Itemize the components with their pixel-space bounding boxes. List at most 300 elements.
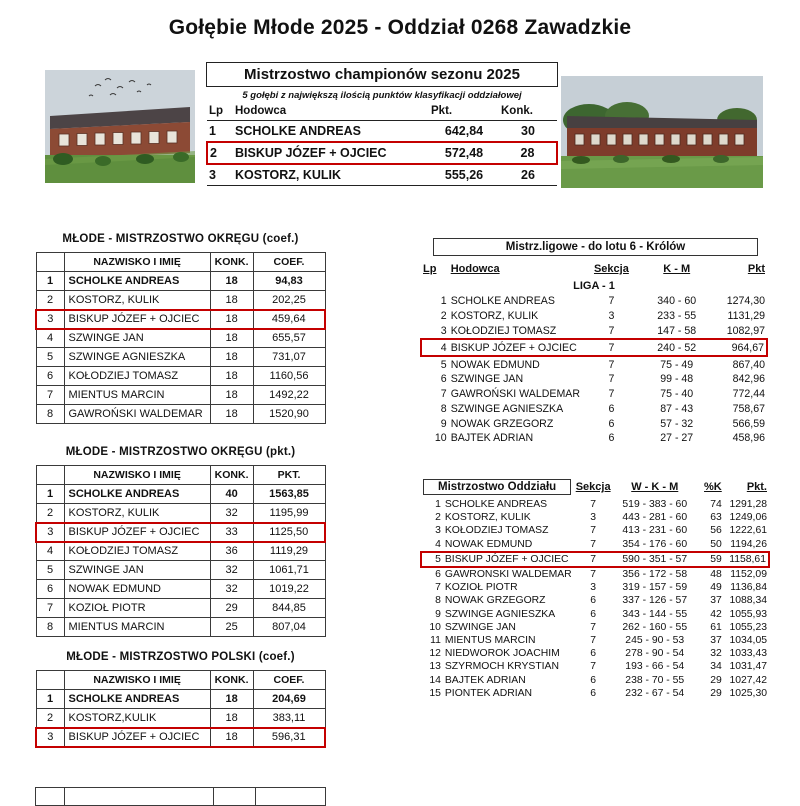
value-cell: 1019,22: [253, 580, 325, 599]
rank-cell: 7: [435, 582, 441, 594]
konk-cell: 18: [210, 291, 253, 310]
points-cell: 1082,97: [726, 324, 765, 337]
points-cell: 867,40: [732, 358, 765, 371]
sekcja-cell: 7: [590, 621, 597, 633]
wkm-cell: 232 - 67 - 54: [625, 687, 685, 699]
oddzial-row: [421, 552, 769, 567]
name-cell: BAJTEK ADRIAN: [444, 674, 526, 686]
points-cell: 1055,93: [729, 608, 767, 620]
km-cell: 340 - 60: [657, 295, 697, 308]
value-cell: 1195,99: [253, 504, 325, 523]
value-cell: 807,04: [253, 618, 325, 637]
table-row: [36, 329, 325, 348]
okreg-coef-section: [35, 233, 326, 424]
wkm-cell: 238 - 70 - 55: [625, 674, 685, 686]
name-cell: SZYRMOCH KRYSTIAN: [444, 661, 559, 673]
oddzial-row: [421, 567, 769, 581]
oddzial-row: [421, 498, 769, 511]
liga-group-label: LIGA - 1: [573, 280, 615, 292]
sekcja-cell: 7: [590, 499, 597, 511]
rank-cell: 5: [440, 358, 447, 371]
name-cell: KOSTORZ, KULIK: [450, 310, 539, 323]
km-cell: 147 - 58: [657, 324, 697, 337]
percent-cell: 63: [710, 512, 722, 524]
oddzial-col-pk: %K: [704, 481, 722, 493]
sekcja-cell: 7: [590, 634, 597, 646]
points-cell: 566,59: [732, 417, 765, 430]
points-cell: 1027,42: [729, 674, 767, 686]
value-cell: 204,69: [253, 690, 325, 709]
name-cell: BISKUP JÓZEF + OJCIEC: [449, 339, 589, 356]
sekcja-cell: 6: [590, 648, 597, 660]
rank-cell: 4: [421, 339, 449, 356]
liga-col-pkt: Pkt: [747, 263, 765, 275]
liga-row: [421, 431, 767, 446]
sekcja-cell: 7: [590, 538, 597, 550]
value-cell: 1160,56: [253, 367, 325, 386]
oddzial-table: [420, 478, 770, 700]
rank-cell: 15: [429, 687, 441, 699]
percent-cell: 37: [710, 634, 722, 646]
sekcja-cell: 7: [608, 388, 615, 401]
name-cell: NOWAK EDMUND: [450, 358, 540, 371]
rank-cell: 1: [207, 121, 233, 143]
value-cell: 844,85: [253, 599, 325, 618]
name-cell: NOWAK GRZEGORZ: [444, 595, 546, 607]
konk-cell: 32: [210, 561, 253, 580]
km-cell: 240 - 52: [634, 339, 719, 356]
points-cell: 1222,61: [729, 525, 767, 537]
liga-col-name: Hodowca: [450, 263, 500, 275]
name-cell: BAJTEK ADRIAN: [450, 432, 534, 445]
rank-cell: 8: [440, 402, 447, 415]
oddzial-row: [421, 581, 769, 594]
rank-cell: 8: [36, 618, 64, 637]
km-cell: 75 - 49: [660, 358, 694, 371]
name-cell: SZWINGE JAN: [444, 621, 516, 633]
percent-cell: 74: [710, 499, 722, 511]
rank-cell: 7: [36, 599, 64, 618]
name-cell: BISKUP JÓZEF + OJCIEC: [64, 310, 210, 329]
rank-cell: 13: [429, 661, 441, 673]
points-cell: 1152,09: [730, 569, 767, 581]
wkm-cell: 193 - 66 - 54: [625, 661, 685, 673]
liga-row: [421, 324, 767, 340]
points-cell: 642,84: [429, 121, 499, 143]
table-row: [36, 405, 325, 424]
loft-photo-left-image: [45, 70, 195, 183]
table-row: [36, 599, 325, 618]
name-cell: NIEDWOROK JOACHIM: [444, 648, 560, 660]
konk-cell: 18: [210, 272, 253, 291]
rank-cell: 7: [36, 386, 64, 405]
oddzial-col-pkt: Pkt.: [746, 481, 767, 493]
liga-group-row: [421, 278, 767, 294]
name-cell: SZWINGE AGNIESZKA: [444, 608, 556, 620]
sekcja-cell: 7: [608, 324, 615, 337]
oddzial-row: [421, 524, 769, 537]
table-row: [36, 561, 325, 580]
rank-cell: 8: [435, 595, 441, 607]
rank-cell: 6: [440, 373, 447, 386]
col-blank: [36, 466, 64, 485]
name-cell: MIENTUS MARCIN: [64, 386, 210, 405]
rank-cell: 2: [207, 142, 233, 164]
oddzial-header-row: [421, 478, 769, 498]
page-title: Gołębie Młode 2025 - Oddział 0268 Zawadzkie: [168, 16, 632, 39]
km-cell: 99 - 48: [660, 373, 694, 386]
liga-row: [421, 339, 767, 356]
sekcja-cell: 7: [608, 373, 615, 386]
oddzial-section: [420, 478, 770, 700]
wkm-cell: 262 - 160 - 55: [622, 621, 688, 633]
header-row: [36, 671, 325, 690]
rank-cell: 1: [36, 272, 64, 291]
rank-cell: 3: [36, 728, 64, 747]
name-cell: KOSTORZ, KULIK: [233, 164, 429, 186]
points-cell: 1291,28: [729, 499, 767, 511]
konk-cell: 36: [210, 542, 253, 561]
rank-cell: 2: [36, 709, 64, 728]
name-cell: SCHOLKE ANDREAS: [450, 295, 555, 308]
name-cell: KOSTORZ, KULIK: [444, 512, 531, 524]
name-cell: SCHOLKE ANDREAS: [64, 485, 210, 504]
okreg-pkt-table: [35, 465, 326, 637]
km-cell: 75 - 40: [660, 388, 694, 401]
sekcja-cell: 6: [590, 674, 597, 686]
name-cell: KOSTORZ, KULIK: [64, 504, 210, 523]
rank-cell: 1: [36, 690, 64, 709]
value-cell: 383,11: [253, 709, 325, 728]
konk-cell: 32: [210, 504, 253, 523]
value-cell: 1061,71: [253, 561, 325, 580]
liga-col-lp: Lp: [423, 263, 437, 275]
table-row: [36, 272, 325, 291]
percent-cell: 29: [710, 674, 722, 686]
sekcja-cell: 3: [590, 512, 597, 524]
polska-coef-section: [35, 651, 326, 748]
value-cell: 1520,90: [253, 405, 325, 424]
percent-cell: 37: [710, 595, 722, 607]
sekcja-cell: 7: [608, 358, 615, 371]
konk-cell: 18: [210, 709, 253, 728]
oddzial-row: [421, 634, 769, 647]
percent-cell: 56: [710, 525, 722, 537]
header-row: [36, 253, 325, 272]
rank-cell: 12: [429, 648, 441, 660]
points-cell: 758,67: [732, 402, 765, 415]
liga-title: Mistrz.ligowe - do lotu 6 - Królów: [433, 238, 758, 256]
table-row: [36, 580, 325, 599]
rank-cell: 2: [440, 310, 447, 323]
sekcja-cell: 7: [590, 661, 597, 673]
sekcja-cell: 6: [590, 608, 597, 620]
name-cell: BISKUP JÓZEF + OJCIEC: [443, 552, 574, 567]
table-row: [36, 690, 325, 709]
name-cell: SZWINGE AGNIESZKA: [450, 402, 564, 415]
rank-cell: 1: [435, 499, 441, 511]
name-cell: SZWINGE AGNIESZKA: [64, 348, 210, 367]
name-cell: BISKUP JÓZEF + OJCIEC: [233, 142, 429, 164]
liga-row: [421, 401, 767, 416]
table-row: [36, 386, 325, 405]
champion-row: [207, 121, 557, 143]
champion-col-konk: Konk.: [499, 103, 557, 121]
percent-cell: 34: [710, 661, 722, 673]
name-cell: BISKUP JÓZEF + OJCIEC: [64, 728, 210, 747]
liga-row: [421, 387, 767, 402]
col-name: NAZWISKO I IMIĘ: [64, 671, 210, 690]
polska-coef-table: [35, 670, 326, 748]
oddzial-row: [421, 647, 769, 660]
rank-cell: 8: [36, 405, 64, 424]
name-cell: KOŁODZIEJ TOMASZ: [64, 542, 210, 561]
wkm-cell: 278 - 90 - 54: [625, 648, 685, 660]
sekcja-cell: 6: [590, 687, 597, 699]
value-cell: 655,57: [253, 329, 325, 348]
oddzial-row: [421, 608, 769, 621]
name-cell: NOWAK EDMUND: [64, 580, 210, 599]
col-blank: [36, 671, 64, 690]
polska-coef-heading: MŁODE - MISTRZOSTWO POLSKI (coef.): [66, 651, 295, 663]
name-cell: KOZIOŁ PIOTR: [64, 599, 210, 618]
champion-section: [206, 62, 558, 186]
konk-cell: 18: [210, 386, 253, 405]
value-cell: 459,64: [253, 310, 325, 329]
name-cell: KOŁODZIEJ TOMASZ: [450, 324, 557, 337]
oddzial-title: Mistrzostwo Oddziału: [423, 479, 571, 495]
points-cell: 1158,61: [724, 552, 769, 567]
loft-photo-right: [561, 76, 763, 188]
col-coef: COEF.: [253, 671, 325, 690]
points-cell: 1034,05: [729, 634, 767, 646]
liga-col-sekcja: Sekcja: [593, 263, 629, 275]
oddzial-row: [421, 538, 769, 552]
sekcja-cell: 6: [608, 432, 615, 445]
rank-cell: 1: [36, 485, 64, 504]
partial-table-row: [35, 787, 326, 806]
konk-cell: 32: [210, 580, 253, 599]
points-cell: 555,26: [429, 164, 499, 186]
value-cell: 596,31: [253, 728, 325, 747]
champion-col-lp: Lp: [207, 103, 233, 121]
sekcja-cell: 7: [608, 295, 615, 308]
rank-cell: 3: [440, 324, 447, 337]
value-cell: 1563,85: [253, 485, 325, 504]
points-cell: 1088,34: [729, 595, 767, 607]
col-name: NAZWISKO I IMIĘ: [64, 253, 210, 272]
rank-cell: 14: [429, 674, 441, 686]
percent-cell: 61: [710, 621, 722, 633]
name-cell: GAWROŃSKI WALDEMAR: [450, 388, 580, 401]
points-cell: 1055,23: [729, 621, 767, 633]
table-row: [36, 542, 325, 561]
rank-cell: 3: [36, 523, 64, 542]
sekcja-cell: 6: [590, 595, 597, 607]
rank-cell: 2: [435, 512, 441, 524]
col-blank: [36, 253, 64, 272]
wkm-cell: 413 - 231 - 60: [622, 525, 688, 537]
rank-cell: 2: [36, 291, 64, 310]
col-konk: KONK.: [210, 253, 253, 272]
name-cell: MIENTUS MARCIN: [64, 618, 210, 637]
value-cell: 94,83: [253, 272, 325, 291]
name-cell: SZWINGE JAN: [450, 373, 524, 386]
rank-cell: 5: [36, 348, 64, 367]
wkm-cell: 443 - 281 - 60: [622, 512, 688, 524]
sekcja-cell: 3: [608, 310, 615, 323]
table-row: [36, 348, 325, 367]
points-cell: 1274,30: [726, 295, 765, 308]
name-cell: PIONTEK ADRIAN: [444, 687, 533, 699]
name-cell: SCHOLKE ANDREAS: [64, 272, 210, 291]
name-cell: BISKUP JÓZEF + OJCIEC: [64, 523, 210, 542]
sekcja-cell: 7: [589, 339, 635, 356]
konk-cell: 18: [210, 367, 253, 386]
wkm-cell: 319 - 157 - 59: [622, 582, 688, 594]
points-cell: 964,67: [719, 339, 767, 356]
name-cell: KOŁODZIEJ TOMASZ: [64, 367, 210, 386]
percent-cell: 42: [710, 608, 722, 620]
loft-photo-right-image: [561, 76, 763, 188]
oddzial-row: [421, 594, 769, 607]
value-cell: 731,07: [253, 348, 325, 367]
km-cell: 57 - 32: [660, 417, 694, 430]
km-cell: 233 - 55: [657, 310, 697, 323]
konk-cell: 18: [210, 405, 253, 424]
okreg-pkt-heading: MŁODE - MISTRZOSTWO OKRĘGU (pkt.): [65, 446, 296, 458]
rank-cell: 6: [435, 569, 441, 581]
champion-row: [207, 142, 557, 164]
konk-cell: 18: [210, 690, 253, 709]
points-cell: 1136,84: [730, 582, 767, 594]
points-cell: 458,96: [732, 432, 765, 445]
km-cell: 87 - 43: [660, 402, 694, 415]
table-row: [36, 728, 325, 747]
name-cell: SCHOLKE ANDREAS: [233, 121, 429, 143]
col-pkt: PKT.: [253, 466, 325, 485]
champion-row: [207, 164, 557, 186]
percent-cell: 49: [710, 582, 722, 594]
wkm-cell: 356 - 172 - 58: [622, 569, 688, 581]
points-cell: 572,48: [429, 142, 499, 164]
konk-cell: 30: [499, 121, 557, 143]
oddzial-col-sekcja: Sekcja: [575, 481, 611, 493]
konk-cell: 25: [210, 618, 253, 637]
konk-cell: 18: [210, 728, 253, 747]
champion-col-name: Hodowca: [233, 103, 429, 121]
rank-cell: 11: [430, 634, 441, 646]
name-cell: KOSTORZ,KULIK: [64, 709, 210, 728]
sekcja-cell: 7: [590, 525, 597, 537]
liga-row: [421, 372, 767, 387]
name-cell: SCHOLKE ANDREAS: [64, 690, 210, 709]
name-cell: NOWAK GRZEGORZ: [450, 417, 554, 430]
konk-cell: 40: [210, 485, 253, 504]
liga-table: [420, 262, 768, 446]
champion-header-row: [207, 103, 557, 121]
wkm-cell: 337 - 126 - 57: [622, 595, 688, 607]
oddzial-row: [421, 621, 769, 634]
oddzial-row: [421, 511, 769, 524]
col-coef: COEF.: [253, 253, 325, 272]
percent-cell: 59: [697, 552, 724, 567]
konk-cell: 18: [210, 329, 253, 348]
liga-row: [421, 356, 767, 372]
wkm-cell: 343 - 144 - 55: [622, 608, 688, 620]
wkm-cell: 245 - 90 - 53: [625, 634, 685, 646]
rank-cell: 10: [434, 432, 447, 445]
champion-subtitle: 5 gołębi z największą ilością punktów klasyfikacji oddziałowej: [242, 90, 522, 101]
col-konk: KONK.: [210, 466, 253, 485]
points-cell: 772,44: [732, 388, 765, 401]
rank-cell: 10: [429, 621, 441, 633]
rank-cell: 4: [36, 329, 64, 348]
name-cell: NOWAK EDMUND: [444, 538, 533, 550]
name-cell: SCHOLKE ANDREAS: [444, 499, 548, 511]
wkm-cell: 590 - 351 - 57: [613, 552, 697, 567]
liga-header-row: [421, 262, 767, 278]
rank-cell: 4: [36, 542, 64, 561]
header-row: [36, 466, 325, 485]
name-cell: KOSTORZ, KULIK: [64, 291, 210, 310]
champion-table: [206, 103, 558, 186]
konk-cell: 18: [210, 348, 253, 367]
rank-cell: 3: [435, 525, 441, 537]
rank-cell: 9: [435, 608, 441, 620]
oddzial-row: [421, 660, 769, 673]
konk-cell: 28: [499, 142, 557, 164]
sekcja-cell: 6: [608, 417, 615, 430]
km-cell: 27 - 27: [660, 432, 694, 445]
oddzial-col-wkm: W - K - M: [631, 481, 679, 493]
rank-cell: 3: [207, 164, 233, 186]
points-cell: 1249,06: [729, 512, 767, 524]
points-cell: 842,96: [732, 373, 765, 386]
points-cell: 1194,26: [730, 538, 767, 550]
rank-cell: 3: [36, 310, 64, 329]
name-cell: SZWINGE JAN: [64, 329, 210, 348]
table-row: [36, 504, 325, 523]
rank-cell: 6: [36, 580, 64, 599]
percent-cell: 50: [710, 538, 722, 550]
rank-cell: 6: [36, 367, 64, 386]
liga-col-km: K - M: [663, 263, 691, 275]
name-cell: KOZIOŁ PIOTR: [444, 582, 518, 594]
name-cell: GAWROŃSKI WALDEMAR: [64, 405, 210, 424]
konk-cell: 18: [210, 310, 253, 329]
table-row: [36, 618, 325, 637]
rank-cell: 1: [440, 295, 447, 308]
sekcja-cell: 7: [574, 552, 613, 567]
rank-cell: 7: [440, 388, 447, 401]
konk-cell: 26: [499, 164, 557, 186]
champion-col-pkt: Pkt.: [429, 103, 499, 121]
name-cell: KOŁODZIEJ TOMASZ: [444, 525, 549, 537]
sekcja-cell: 6: [608, 402, 615, 415]
value-cell: 1492,22: [253, 386, 325, 405]
oddzial-row: [421, 673, 769, 686]
rank-cell: 9: [440, 417, 447, 430]
sekcja-cell: 3: [590, 582, 597, 594]
value-cell: 1125,50: [253, 523, 325, 542]
rank-cell: 2: [36, 504, 64, 523]
sekcja-cell: 7: [590, 569, 597, 581]
points-cell: 1031,47: [729, 661, 767, 673]
table-row: [36, 310, 325, 329]
liga-section: [420, 238, 768, 446]
name-cell: SZWINGE JAN: [64, 561, 210, 580]
